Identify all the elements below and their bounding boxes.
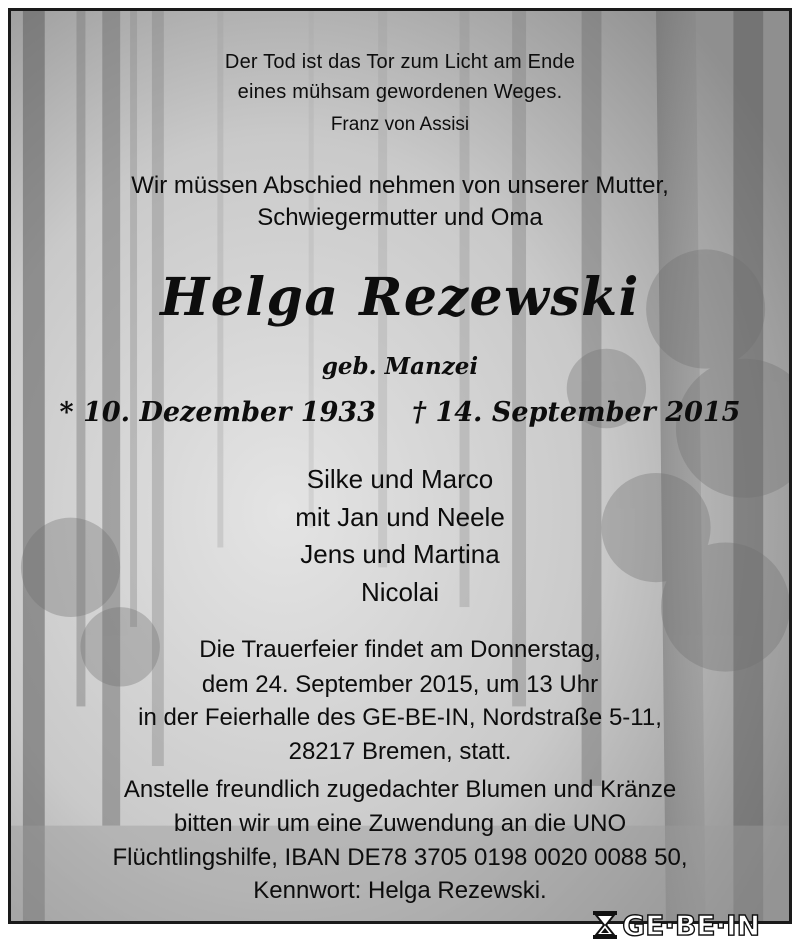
ceremony-line-3: in der Feierhalle des GE-BE-IN, Nordstraße 5-11, (138, 704, 662, 731)
hourglass-icon (592, 910, 618, 940)
deceased-name: Helga Rezewski (160, 267, 640, 328)
family-line-1: Silke und Marco (306, 464, 494, 494)
quote-line-2: eines mühsam gewordenen Weges. (237, 81, 563, 103)
quote-author: Franz von Assisi (330, 114, 470, 135)
ceremony-line-2: dem 24. September 2015, um 13 Uhr (201, 671, 599, 698)
logo-text: GE·BE·IN (622, 908, 760, 942)
donation-line-3: Flüchtlingshilfe, IBAN DE78 3705 0198 0020 0088 50, (112, 844, 688, 871)
quote-line-1: Der Tod ist das Tor zum Licht am Ende (224, 51, 576, 73)
donation-line-1: Anstelle freundlich zugedachter Blumen und Kränze (123, 776, 677, 803)
family-line-3: Jens und Martina (300, 539, 500, 569)
ge-be-in-logo (592, 908, 760, 942)
notice-text (11, 11, 789, 921)
ceremony-line-4: 28217 Bremen, statt. (288, 738, 512, 765)
donation-line-4: Kennwort: Helga Rezewski. (253, 877, 547, 904)
life-dates (11, 397, 789, 428)
death-notice (8, 8, 792, 924)
ceremony-line-1: Die Trauerfeier findet am Donnerstag, (199, 636, 601, 663)
family-line-2: mit Jan und Neele (295, 502, 505, 532)
intro-line-2: Schwiegermutter und Oma (257, 204, 543, 231)
birth-date: * 10. Dezember 1933 (59, 397, 376, 428)
donation-line-2: bitten wir um eine Zuwendung an die UNO (173, 810, 627, 837)
maiden-name: geb. Manzei (321, 353, 479, 380)
death-date: † 14. September 2015 (411, 397, 741, 428)
family-line-4: Nicolai (360, 577, 440, 607)
intro-line-1: Wir müssen Abschied nehmen von unserer Mutter, (131, 172, 669, 199)
